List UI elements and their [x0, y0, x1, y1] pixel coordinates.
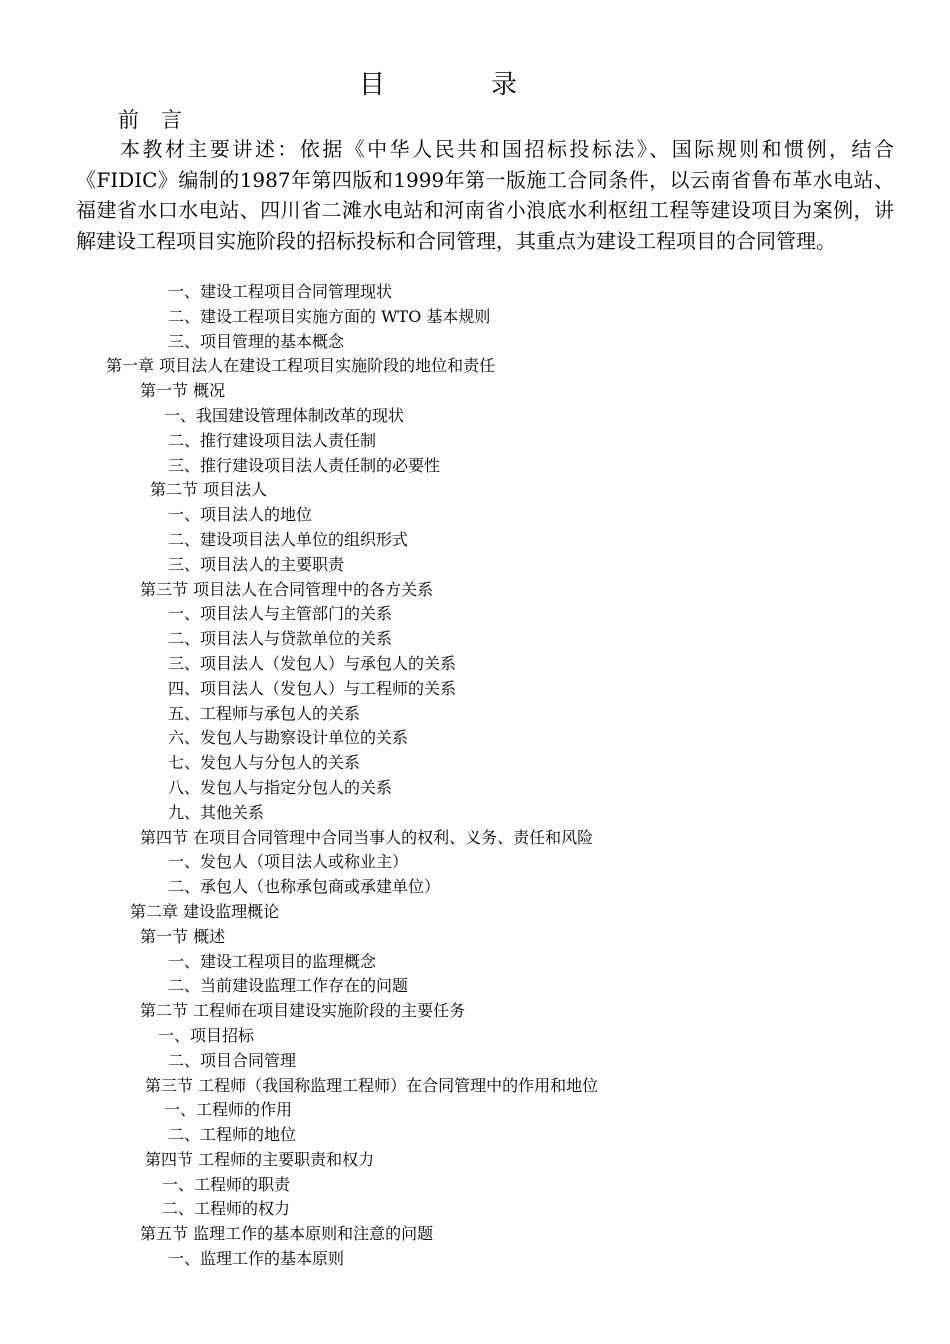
toc-section: 第一节 概况: [140, 381, 226, 401]
page-title: 目 录: [358, 70, 557, 100]
toc-section: 第五节 监理工作的基本原则和注意的问题: [140, 1224, 434, 1244]
toc-entry: 三、推行建设项目法人责任制的必要性: [168, 455, 441, 475]
toc-section: 第四节 在项目合同管理中合同当事人的权利、义务、责任和风险: [140, 827, 594, 847]
toc-entry: 二、承包人（也称承包商或承建单位）: [168, 877, 441, 897]
toc-entry: 一、监理工作的基本原则: [168, 1249, 345, 1269]
toc-entry: 一、建设工程项目的监理概念: [168, 951, 377, 971]
toc-entry: 二、项目法人与贷款单位的关系: [168, 629, 393, 649]
toc-entry: 五、工程师与承包人的关系: [168, 703, 361, 723]
toc-entry: 三、项目法人（发包人）与承包人的关系: [168, 653, 457, 673]
toc-entry: 二、建设项目法人单位的组织形式: [168, 529, 409, 549]
toc-entry: 七、发包人与分包人的关系: [168, 753, 361, 773]
toc-section: 第二节 项目法人: [150, 480, 268, 500]
toc-entry: 八、发包人与指定分包人的关系: [168, 777, 393, 797]
toc-entry: 一、项目法人与主管部门的关系: [168, 604, 393, 624]
toc-section: 第四节 工程师的主要职责和权力: [145, 1149, 375, 1169]
toc-entry: 一、发包人（项目法人或称业主）: [168, 852, 409, 872]
preface-paragraph: 本教材主要讲述：依据《中华人民共和国招标投标法》、国际规则和惯例，结合《FIDIC》编制的1987年第四版和1999年第一版施工合同条件，以云南省鲁布革水电站、福建省水口水电站、四川省二滩水电站和河南省小浪底水利枢纽工程等建设项目为案例，讲解建设工程项目实施阶段的招标投标和合同管理，其重点为建设工程项目的合同管理。: [76, 137, 894, 253]
toc-entry: 一、项目法人的地位: [168, 505, 313, 525]
toc-entry: 一、建设工程项目合同管理现状: [168, 282, 393, 301]
toc-entry: 三、项目法人的主要职责: [168, 554, 345, 574]
toc-entry: 六、发包人与勘察设计单位的关系: [168, 728, 409, 748]
toc-section: 第三节 项目法人在合同管理中的各方关系: [140, 579, 434, 599]
toc-section: 第二节 工程师在项目建设实施阶段的主要任务: [140, 1001, 466, 1021]
toc-entry: 二、工程师的权力: [162, 1199, 291, 1219]
toc-entry: 九、其他关系: [168, 802, 265, 822]
toc-entry: 二、推行建设项目法人责任制: [168, 430, 377, 450]
table-of-contents: [0, 280, 950, 1272]
toc-chapter: 第一章 项目法人在建设工程项目实施阶段的地位和责任: [106, 356, 496, 376]
toc-entry: 一、工程师的职责: [162, 1174, 291, 1194]
toc-entry: 四、项目法人（发包人）与工程师的关系: [168, 678, 457, 698]
toc-entry: 二、建设工程项目实施方面的 WTO 基本规则: [168, 306, 491, 326]
toc-entry: 一、项目招标: [158, 1025, 255, 1045]
toc-entry: 二、工程师的地位: [168, 1125, 297, 1145]
toc-entry: 一、工程师的作用: [164, 1100, 293, 1120]
toc-entry: 二、当前建设监理工作存在的问题: [168, 976, 409, 996]
toc-section: 第一节 概述: [140, 926, 226, 946]
toc-chapter: 第二章 建设监理概论: [130, 901, 280, 921]
toc-entry: 三、项目管理的基本概念: [168, 331, 345, 351]
toc-entry: 二、项目合同管理: [168, 1050, 297, 1070]
toc-section: 第三节 工程师（我国称监理工程师）在合同管理中的作用和地位: [145, 1075, 599, 1095]
preface-heading: 前言: [118, 108, 204, 132]
toc-entry: 一、我国建设管理体制改革的现状: [164, 405, 405, 425]
